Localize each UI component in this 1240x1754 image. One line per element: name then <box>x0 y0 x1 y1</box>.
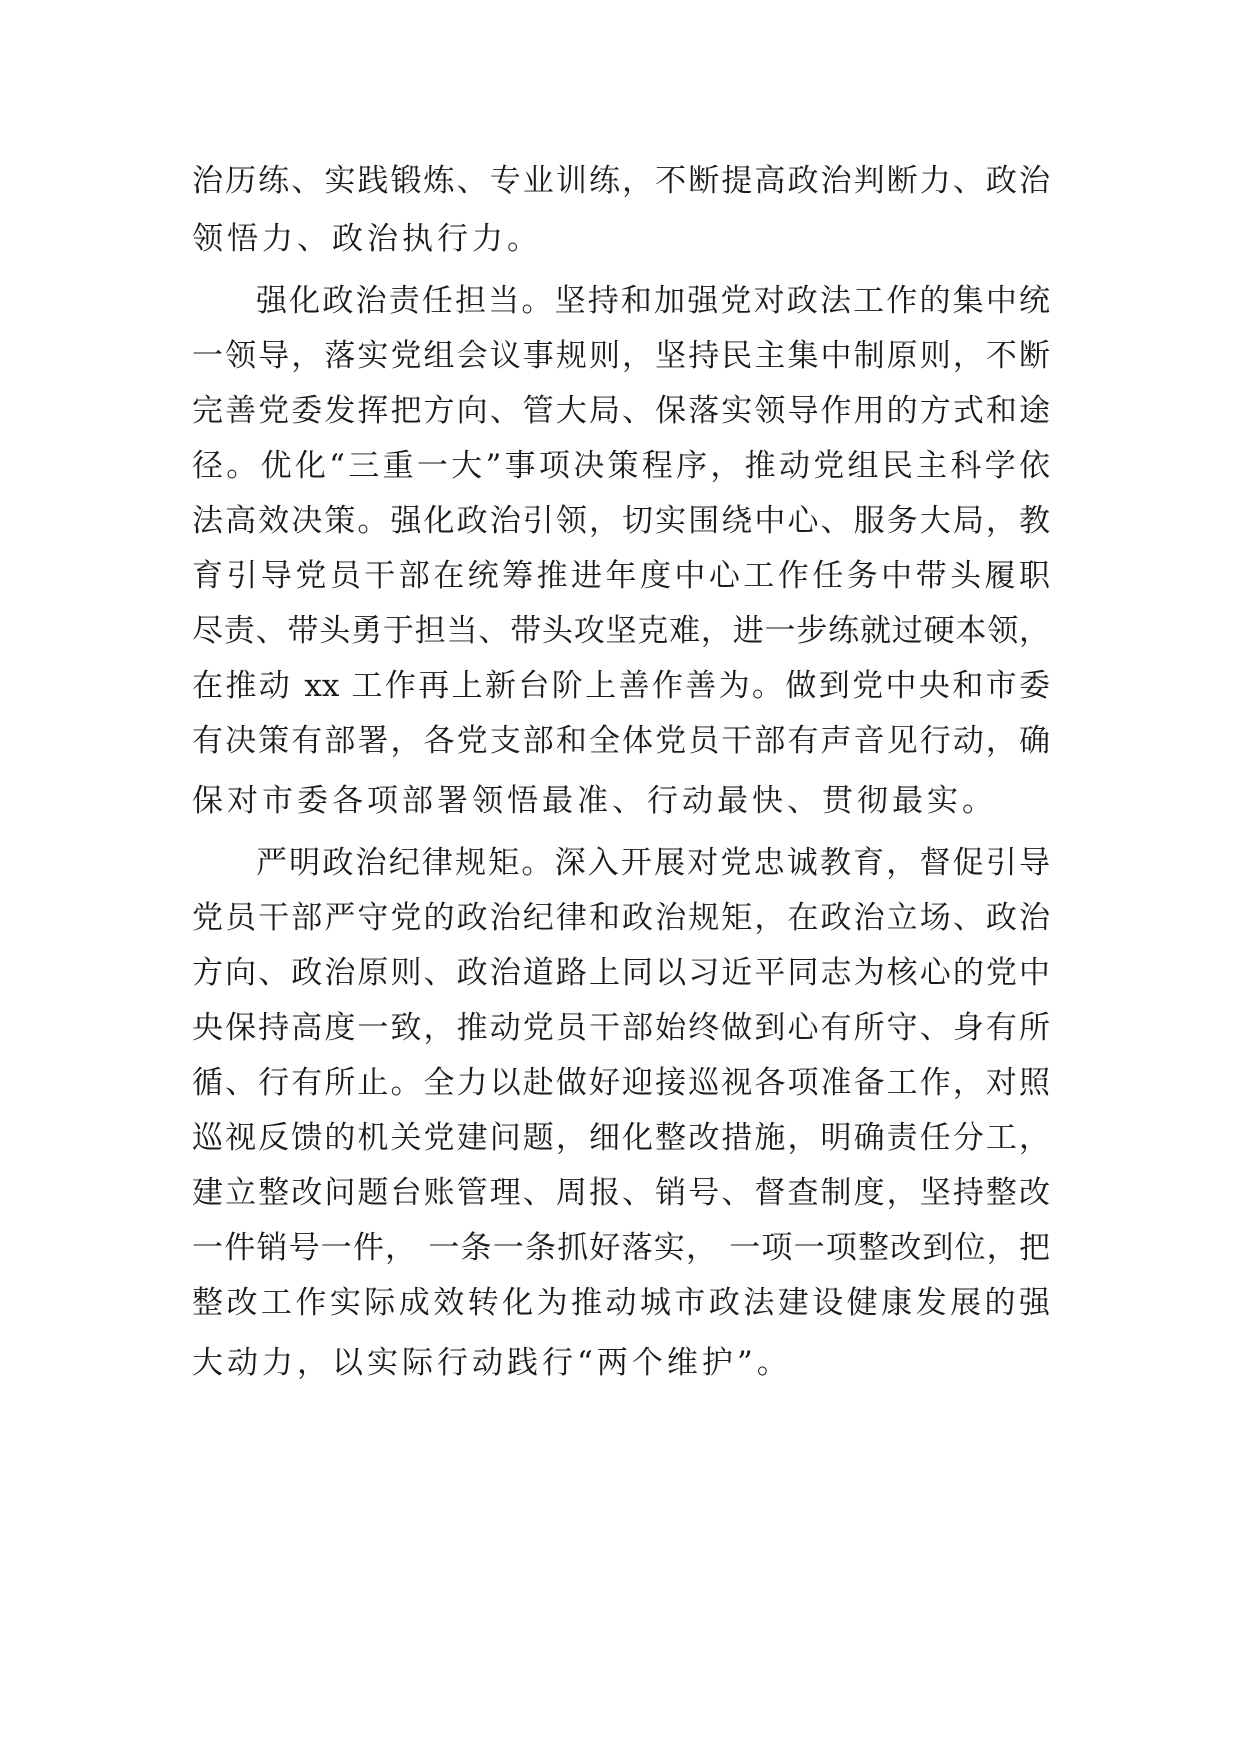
text-line: 保对市委各项部署领悟最准、行动最快、贯彻最实。 <box>192 783 997 819</box>
text-line: 循、行有所止。全力以赴做好迎接巡视各项准备工作，对照 <box>192 1065 1050 1101</box>
text-line: 育引导党员干部在统筹推进年度中心工作任务中带头履职 <box>192 558 1050 594</box>
text-line: 领悟力、政治执行力。 <box>192 221 542 257</box>
text-line: 方向、政治原则、政治道路上同以习近平同志为核心的党中 <box>192 955 1050 991</box>
text-line: 央保持高度一致，推动党员干部始终做到心有所守、身有所 <box>192 1010 1050 1046</box>
text-line: 巡视反馈的机关党建问题，细化整改措施，明确责任分工， <box>192 1120 1050 1156</box>
paragraph-first-line: 强化政治责任担当。坚持和加强党对政法工作的集中统 <box>256 283 1050 319</box>
text-line: 治历练、实践锻炼、专业训练，不断提高政治判断力、政治 <box>192 163 1050 199</box>
text-line: 一领导，落实党组会议事规则，坚持民主集中制原则，不断 <box>192 338 1050 374</box>
text-line: 法高效决策。强化政治引领，切实围绕中心、服务大局，教 <box>192 503 1050 539</box>
text-line: 建立整改问题台账管理、周报、销号、督查制度，坚持整改 <box>192 1175 1050 1211</box>
text-line: 大动力，以实际行动践行“两个维护”。 <box>192 1345 792 1381</box>
text-line: 尽责、带头勇于担当、带头攻坚克难，进一步练就过硬本领， <box>192 613 1050 649</box>
text-line: 完善党委发挥把方向、管大局、保落实领导作用的方式和途 <box>192 393 1050 429</box>
paragraph-first-line: 严明政治纪律规矩。深入开展对党忠诚教育，督促引导 <box>256 845 1050 881</box>
text-line: 一件销号一件， 一条一条抓好落实， 一项一项整改到位，把 <box>192 1230 1050 1266</box>
text-line: 径。优化“三重一大”事项决策程序，推动党组民主科学依 <box>192 448 1050 484</box>
text-line: 整改工作实际成效转化为推动城市政法建设健康发展的强 <box>192 1285 1050 1321</box>
text-line: 党员干部严守党的政治纪律和政治规矩，在政治立场、政治 <box>192 900 1050 936</box>
text-line: 在推动 xx 工作再上新台阶上善作善为。做到党中央和市委 <box>192 668 1050 704</box>
text-line: 有决策有部署，各党支部和全体党员干部有声音见行动，确 <box>192 723 1050 759</box>
